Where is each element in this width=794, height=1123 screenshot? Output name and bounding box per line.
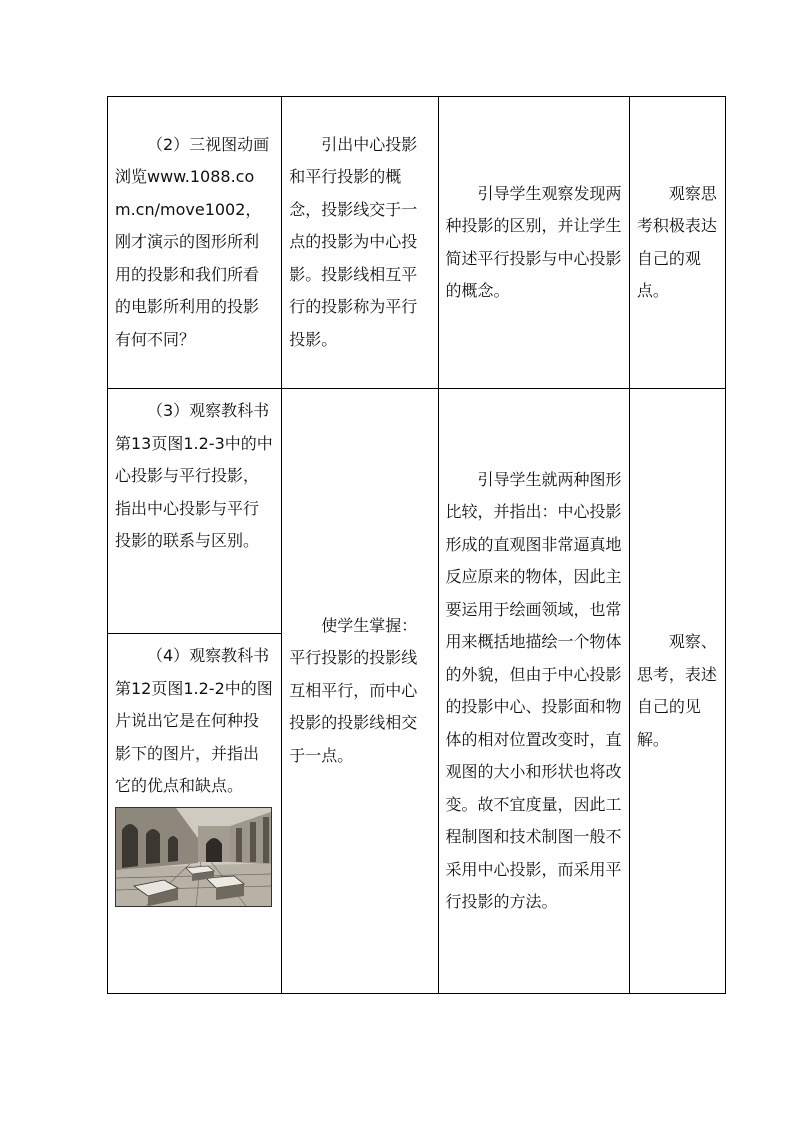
- purpose-cell: 使学生掌握：平行投影的投影线互相平行，而中心投影的投影线相交于一点。: [282, 389, 438, 994]
- teacher-activity-cell: 引导学生观察发现两种投影的区别，并让学生简述平行投影与中心投影的概念。: [438, 97, 629, 389]
- lesson-plan-table: [107, 96, 726, 994]
- teacher-activity-cell: 引导学生就两种图形比较，并指出：中心投影形成的直观图非常逼真地反应原来的物体，因此主要运用于绘画领域，也常用来概括地描绘一个物体的外貌，但由于中心投影的投影中心、投影面和物体的相对位置改变时，直观图的大小和形状也将改变。故不宜度量，因此工程制图和技术制图一般不采用中心投影，而采用平行投影的方法。: [438, 389, 629, 994]
- table-row: [108, 97, 726, 389]
- content-cell-with-figure: [108, 634, 282, 994]
- perspective-architecture-figure: [115, 807, 272, 907]
- student-activity-cell: 观察、思考，表述自己的见解。: [629, 389, 725, 994]
- table-row: [108, 389, 726, 634]
- content-cell: （3）观察教科书第13页图1.2-3中的中心投影与平行投影，指出中心投影与平行投影的联系与区别。: [108, 389, 282, 634]
- content-cell: （2）三视图动画浏览www.1088.com.cn/move1002，刚才演示的图形所利用的投影和我们所看的电影所利用的投影有何不同？: [108, 97, 282, 389]
- content-text: （4）观察教科书第12页图1.2-2中的图片说出它是在何种投影下的图片，并指出它的优点和缺点。: [115, 646, 273, 795]
- student-activity-cell: 观察思考积极表达自己的观点。: [629, 97, 725, 389]
- purpose-cell: 引出中心投影和平行投影的概念，投影线交于一点的投影为中心投影。投影线相互平行的投影称为平行投影。: [282, 97, 438, 389]
